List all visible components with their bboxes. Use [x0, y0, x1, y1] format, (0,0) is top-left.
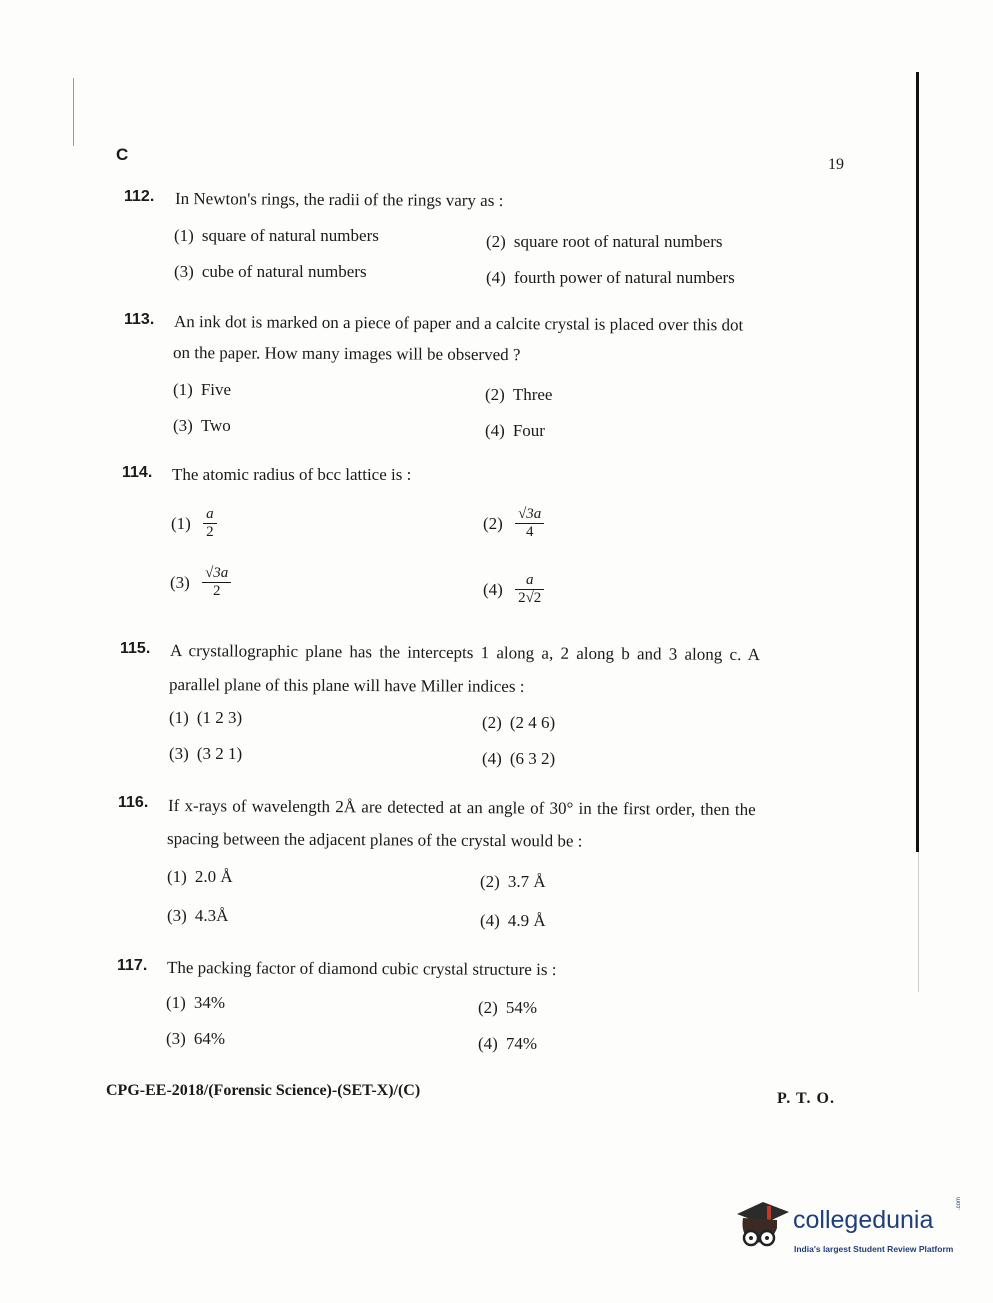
option-text: 4.3Å: [194, 906, 229, 925]
option-3: [167, 906, 228, 926]
option-label: (4): [480, 911, 500, 930]
option-label: (2): [482, 713, 502, 732]
option-text: (3 2 1): [196, 744, 243, 763]
option-text: Two: [200, 416, 231, 435]
mascot-icon: [733, 1196, 791, 1256]
option-label: (4): [478, 1034, 498, 1053]
question-text-line-1: A crystallographic plane has the intercepts 1 along a, 2 along b and 3 along c. A: [169, 641, 761, 665]
fraction-numerator: a: [515, 572, 544, 590]
option-4: [486, 268, 735, 288]
page-number: 19: [828, 156, 844, 173]
logo-tagline: India's largest Student Review Platform: [794, 1244, 954, 1254]
option-2: [485, 385, 552, 405]
option-text: (2 4 6): [509, 713, 556, 732]
fraction-numerator: √3a: [515, 506, 544, 524]
option-label: (2): [483, 513, 503, 533]
question-number: 112.: [124, 188, 155, 205]
logo-wordmark: collegedunia: [793, 1206, 934, 1234]
fraction-numerator: a: [203, 506, 217, 524]
fraction: [515, 506, 544, 542]
option-label: (3): [174, 262, 194, 281]
collegedunia-logo[interactable]: [733, 1196, 963, 1260]
option-1: [173, 380, 231, 400]
option-label: (4): [485, 421, 505, 440]
question-number: 113.: [124, 311, 155, 328]
option-4: [480, 911, 546, 931]
option-text: Four: [512, 421, 545, 440]
question-number: 114.: [122, 464, 153, 481]
option-label: (2): [478, 998, 498, 1017]
question-text: The packing factor of diamond cubic crystal structure is :: [166, 958, 557, 980]
option-text: Five: [200, 380, 232, 399]
question-text-line-2: spacing between the adjacent planes of the crystal would be :: [166, 829, 583, 851]
option-2: [478, 998, 537, 1018]
section-letter: C: [116, 145, 129, 164]
option-label: (3): [173, 416, 193, 435]
option-2: [482, 713, 555, 733]
option-1: [167, 867, 233, 887]
option-text: 2.0 Å: [194, 867, 233, 886]
fraction: [202, 565, 231, 601]
question-text-line-1: If x-rays of wavelength 2Å are detected at an angle of 30° in the first order, then the: [167, 796, 756, 820]
option-label: (1): [166, 993, 186, 1012]
option-label: (4): [486, 268, 506, 287]
option-label: (2): [486, 232, 506, 251]
scan-edge-line-right-faint: [918, 852, 919, 992]
option-text: 54%: [505, 998, 537, 1017]
option-text: square root of natural numbers: [513, 232, 723, 251]
option-2: [480, 872, 546, 892]
option-3: [174, 262, 367, 282]
question-number: 117.: [117, 957, 148, 974]
fraction: [515, 572, 544, 608]
option-text: 3.7 Å: [507, 872, 546, 891]
option-label: (2): [480, 872, 500, 891]
option-label: (3): [170, 572, 190, 592]
fraction-denominator: 2: [206, 524, 214, 541]
question-number: 116.: [118, 794, 149, 811]
option-text: fourth power of natural numbers: [513, 268, 735, 287]
option-text: (6 3 2): [509, 749, 556, 768]
question-text-line-1: An ink dot is marked on a piece of paper and a calcite crystal is placed over this dot: [173, 312, 744, 335]
option-text: (1 2 3): [196, 708, 243, 727]
paper-code: CPG-EE-2018/(Forensic Science)-(SET-X)/(C): [106, 1082, 421, 1099]
option-1: [171, 506, 217, 542]
scan-edge-line-left: [73, 78, 74, 146]
fraction-numerator: √3a: [202, 565, 231, 583]
option-text: cube of natural numbers: [201, 262, 367, 281]
option-3: [173, 416, 231, 436]
option-label: (3): [167, 906, 187, 925]
option-label: (2): [485, 385, 505, 404]
option-label: (1): [171, 513, 191, 533]
option-3: [170, 565, 231, 601]
option-2: [486, 232, 723, 252]
option-text: 34%: [193, 993, 225, 1012]
logo-suffix: .com: [956, 1196, 962, 1210]
option-1: [174, 226, 379, 246]
option-label: (4): [482, 749, 502, 768]
option-label: (3): [166, 1029, 186, 1048]
question-text-line-2: parallel plane of this plane will have Miller indices :: [168, 675, 525, 696]
fraction-denominator: 2: [212, 583, 221, 600]
option-2: [483, 506, 544, 542]
scan-edge-line-right: [916, 72, 919, 852]
page-turn-over: P. T. O.: [777, 1090, 835, 1107]
question-text-line-2: on the paper. How many images will be observed ?: [172, 343, 521, 365]
option-1: [169, 708, 242, 728]
option-label: (1): [167, 867, 187, 886]
fraction-denominator: 2√2: [518, 590, 542, 607]
option-1: [166, 993, 225, 1013]
question-text: In Newton's rings, the radii of the rings vary as :: [174, 189, 504, 211]
option-text: square of natural numbers: [201, 226, 379, 245]
fraction-denominator: 4: [525, 524, 534, 541]
option-4: [478, 1034, 537, 1054]
option-label: (1): [174, 226, 194, 245]
option-label: (1): [169, 708, 189, 727]
option-label: (3): [169, 744, 189, 763]
option-label: (4): [483, 579, 503, 599]
question-text: The atomic radius of bcc lattice is :: [172, 465, 412, 484]
option-text: 64%: [193, 1029, 225, 1048]
fraction: [203, 506, 217, 542]
option-label: (1): [173, 380, 193, 399]
option-text: 4.9 Å: [507, 911, 546, 930]
option-4: [483, 572, 544, 608]
option-text: Three: [512, 385, 553, 404]
option-4: [482, 749, 555, 769]
option-text: 74%: [505, 1034, 537, 1053]
question-number: 115.: [120, 640, 151, 657]
option-4: [485, 421, 545, 441]
option-3: [169, 744, 242, 764]
option-3: [166, 1029, 225, 1049]
